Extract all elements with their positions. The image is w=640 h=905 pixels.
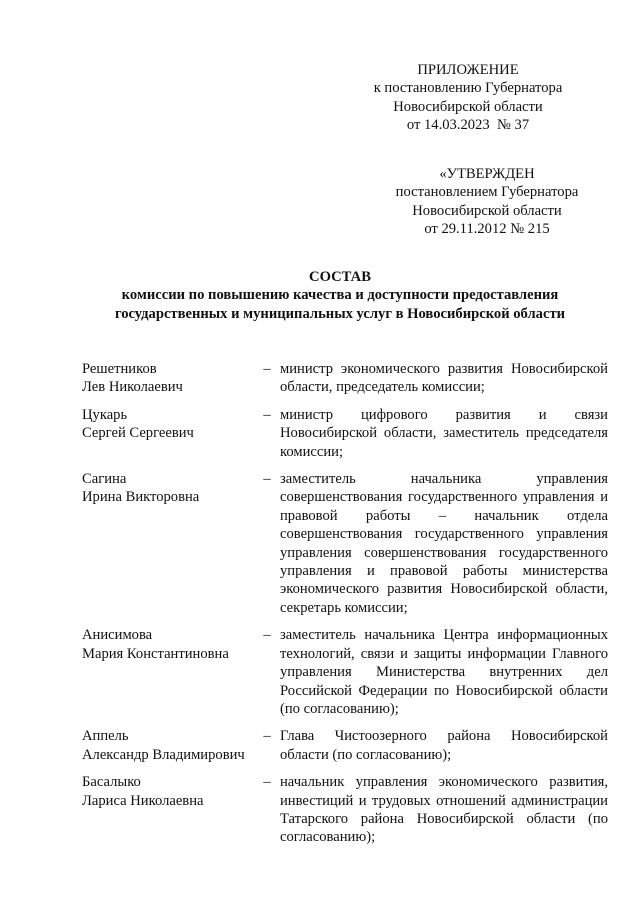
member-surname: Цукарь (82, 406, 128, 423)
members-list (82, 360, 608, 856)
appendix-line-1: к постановлению Губернатора (373, 80, 563, 97)
approved-line-3: от 29.11.2012 № 215 (424, 221, 550, 238)
member-row (82, 727, 608, 764)
member-position: заместитель начальника Центра информационных технологий, связи и защиты информации Главного управления Министерства внутренних дел Российской Федерации по Новосибирской области (по согласованию); (280, 627, 608, 717)
appendix-block (360, 61, 576, 135)
approved-title: «УТВЕРЖДЕН (439, 166, 535, 182)
member-surname: Решетников (82, 361, 157, 377)
member-name (82, 773, 254, 847)
member-given-names: Лев Николаевич (82, 379, 183, 396)
member-given-names: Ирина Викторовна (82, 489, 200, 506)
member-surname: Сагина (82, 471, 127, 488)
member-given-names: Александр Владимирович (82, 746, 245, 763)
member-name (82, 360, 254, 397)
heading-title: СОСТАВ (309, 269, 371, 285)
document-heading (60, 268, 620, 323)
member-surname: Анисимова (82, 627, 153, 644)
member-given-names: Мария Константиновна (82, 645, 229, 662)
member-name (82, 470, 254, 617)
member-name (82, 727, 254, 764)
appendix-line-2: Новосибирской области (393, 98, 543, 115)
appendix-line-3: от 14.03.2023 № 37 (406, 117, 530, 134)
member-row (82, 773, 608, 847)
member-surname: Басалыко (82, 774, 141, 791)
member-given-names: Лариса Николаевна (82, 792, 204, 809)
member-surname: Аппель (82, 728, 129, 745)
member-position: заместитель начальника управления совершенствования государственного управления и правовой работы – начальник отдела совершенствования государственного управления управления совершенствования государственного управления и правовой работы министерства экономического развития Новосибирской области, секретарь комиссии; (280, 471, 608, 616)
heading-subtitle-line-1: комиссии по повышению качества и доступности предоставления (121, 287, 559, 304)
member-row (82, 626, 608, 718)
member-row (82, 360, 608, 397)
heading-subtitle-line-2: государственных и муниципальных услуг в Новосибирской области (114, 305, 566, 322)
member-dash: – (263, 627, 271, 644)
member-dash: – (263, 728, 271, 745)
member-row (82, 470, 608, 617)
member-position: начальник управления экономического развития, инвестиций и трудовых отношений администрации Татарского района Новосибирской области (по согласованию); (280, 774, 608, 846)
approved-line-2: Новосибирской области (412, 202, 562, 219)
member-dash: – (263, 774, 271, 791)
member-name (82, 406, 254, 461)
member-given-names: Сергей Сергеевич (82, 425, 194, 442)
appendix-title: ПРИЛОЖЕНИЕ (417, 62, 519, 78)
member-dash: – (263, 471, 271, 488)
member-name (82, 626, 254, 718)
member-position: министр экономического развития Новосибирской области, председатель комиссии; (280, 361, 608, 396)
member-position: министр цифрового развития и связи Новосибирской области, заместитель председателя комиссии; (280, 406, 608, 460)
member-dash: – (263, 361, 271, 377)
member-position: Глава Чистоозерного района Новосибирской области (по согласованию); (280, 728, 608, 763)
member-dash: – (263, 406, 271, 423)
approved-line-1: постановлением Губернатора (395, 184, 579, 201)
approved-block (372, 165, 602, 239)
member-row (82, 406, 608, 461)
